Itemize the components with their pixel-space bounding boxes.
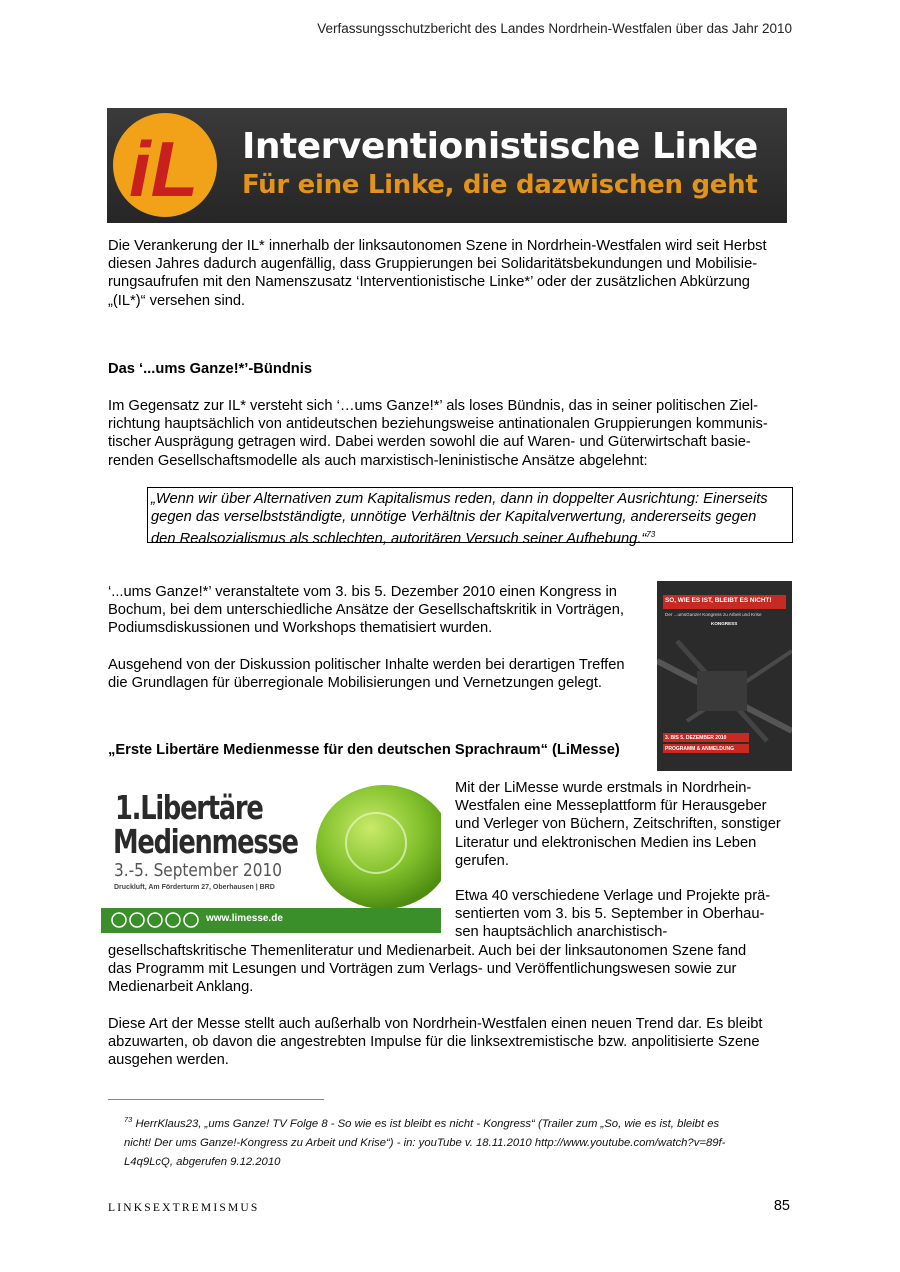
text-line: diesen Jahres dadurch augenfällig, dass Gruppierungen bei Solidaritätsbekundungen und Mobilisie- (108, 256, 758, 273)
text-line: „(IL*)“ versehen sind. (108, 292, 246, 309)
footnote-line (124, 1110, 725, 1134)
footnote-line: L4q9LcQ, abgerufen 9.12.2010 (124, 1155, 281, 1168)
text-line: Mit der LiMesse wurde erstmals in Nordrhein- (455, 780, 752, 796)
text-line: das Programm mit Lesungen und Vorträgen zum Verlags- und Veröffentlichungswesen sowie zur (108, 961, 737, 978)
limesse-address: Druckluft, Am Förderturm 27, Oberhausen | BRD (114, 884, 275, 891)
limesse-title-line1: 1.Libertäre (115, 788, 263, 827)
text-line: Die Verankerung der IL* innerhalb der linksautonomen Szene in Nordrhein-Westfalen wird seit Herbst (108, 238, 767, 254)
text-line: Podiumsdiskussionen und Workshops thematisiert wurden. (108, 620, 493, 637)
ums-ganze-paragraph (108, 397, 768, 470)
text-line: tischer Ausprägung getragen wird. Dabei werden sowohl die auf Waren- und Güterwirtschaft basie- (108, 434, 751, 451)
text-line: rungsaufrufen mit den Namenszusatz ‘Interventionistische Linke*’ oder der zusätzlichen Abkürzung (108, 274, 750, 291)
footnote (124, 1110, 725, 1172)
section-heading-limesse: „Erste Libertäre Medienmesse für den deutschen Sprachraum“ (LiMesse) (108, 742, 620, 758)
text-line: abzuwarten, ob davon die angestrebten Impulse für die linksextremistische bzw. anpolitisierte Szene (108, 1034, 760, 1051)
text-line: Ausgehend von der Diskussion politischer Inhalte werden bei derartigen Treffen (108, 657, 625, 673)
il-banner-title: Interventionistische Linke (242, 126, 758, 167)
text-line: sen hauptsächlich anarchistisch- (455, 924, 668, 941)
limesse-ad (101, 785, 441, 933)
quote-line: „Wenn wir über Alternativen zum Kapitalismus reden, dann in doppelter Ausrichtung: Einerseits (151, 491, 768, 507)
footnote-text: HerrKlaus23, „ums Ganze! TV Folge 8 - So wie es ist bleibt es nicht - Kongress“ (Trailer zum „So, wie es ist, bleibt es (135, 1117, 720, 1130)
intro-paragraph (108, 237, 767, 310)
footnote-line: nicht! Der ums Ganze!-Kongress zu Arbeit und Krise“) - in: youTube v. 18.11.2010 http://www.youtube.com/watch?v=89f- (124, 1136, 726, 1149)
text-line: sentierten vom 3. bis 5. September in Oberhau- (455, 906, 765, 923)
footnote-ref[interactable]: 73 (646, 530, 656, 540)
footnote-divider (108, 1099, 324, 1100)
text-line: richtung hauptsächlich von antideutschen beziehungsweise antinationalen Gruppierungen kommunis- (108, 416, 768, 433)
congress-poster (657, 581, 792, 771)
text-line: und Verleger von Büchern, Zeitschriften, sonstiger (455, 816, 781, 833)
quote-text: den Realsozialismus als schlechten, autoritären Versuch seiner Aufhebung.“ (151, 531, 647, 548)
limesse-paragraph-2 (455, 887, 770, 942)
page-number: 85 (773, 1198, 790, 1214)
il-logo-text: iL (129, 125, 199, 213)
poster-program: PROGRAMM & ANMELDUNG (665, 746, 734, 752)
text-line: ausgehen werden. (108, 1052, 229, 1069)
quote-line (151, 526, 789, 548)
limesse-paragraph-continued (108, 942, 746, 997)
poster-date: 3. BIS 5. DEZEMBER 2010 (665, 735, 727, 741)
text-line: gerufen. (455, 852, 509, 869)
poster-subtitle: Der ...umsGanze! Kongress zu Arbeit und Krise (665, 612, 762, 617)
text-line: gesellschaftskritische Themenliteratur und Medienarbeit. Auch bei der linksautonomen Szene fand (108, 943, 747, 959)
limesse-title-line2: Medienmesse (113, 822, 298, 861)
text-line: Bochum, bei dem unterschiedliche Ansätze der Gesellschaftskritik in Vorträgen, (108, 602, 624, 619)
text-line: Westfalen eine Messeplattform für Herausgeber (455, 798, 767, 815)
text-line: Literatur und elektronischen Medien ins Leben (455, 834, 757, 851)
poster-graphic (657, 581, 792, 771)
text-line: Im Gegensatz zur IL* versteht sich ‘…ums Ganze!*’ als loses Bündnis, das in seiner politischen Ziel- (108, 398, 759, 414)
il-banner-subtitle: Für eine Linke, die dazwischen geht (242, 170, 758, 200)
quote-box (147, 487, 793, 548)
limesse-dates: 3.-5. September 2010 (114, 860, 282, 881)
quote-line: gegen das verselbstständigte, unnötige Verhältnis der Kapitalverwertung, andererseits gegen (151, 509, 757, 526)
text-line: Etwa 40 verschiedene Verlage und Projekte prä- (455, 888, 771, 904)
meeting-paragraph (108, 656, 625, 692)
text-line: die Grundlagen für überregionale Mobilisierungen und Vernetzungen gelegt. (108, 675, 603, 692)
closing-paragraph (108, 1015, 763, 1070)
il-banner (107, 108, 787, 223)
text-line: Medienarbeit Anklang. (108, 979, 254, 996)
poster-tag: KONGRESS (711, 621, 738, 626)
running-header: Verfassungsschutzbericht des Landes Nordrhein-Westfalen über das Jahr 2010 (317, 21, 792, 36)
footnote-number: 73 (124, 1115, 133, 1124)
text-line: renden Gesellschaftsmodelle als auch marxistisch-leninistische Ansätze abgelehnt: (108, 452, 648, 469)
footer-section-label: LINKSEXTREMISMUS (108, 1202, 260, 1214)
text-line: ‘...ums Ganze!*’ veranstaltete vom 3. bis 5. Dezember 2010 einen Kongress in (108, 584, 617, 600)
poster-headline: SO, WIE ES IST, BLEIBT ES NICHT! (665, 597, 772, 604)
section-heading-ums-ganze: Das ‘...ums Ganze!*’-Bündnis (108, 361, 313, 377)
congress-paragraph (108, 583, 624, 638)
limesse-url[interactable]: www.limesse.de (206, 913, 283, 924)
limesse-paragraph-1 (455, 779, 781, 870)
text-line: Diese Art der Messe stellt auch außerhalb von Nordrhein-Westfalen einen neuen Trend dar. Es bleibt (108, 1016, 763, 1032)
